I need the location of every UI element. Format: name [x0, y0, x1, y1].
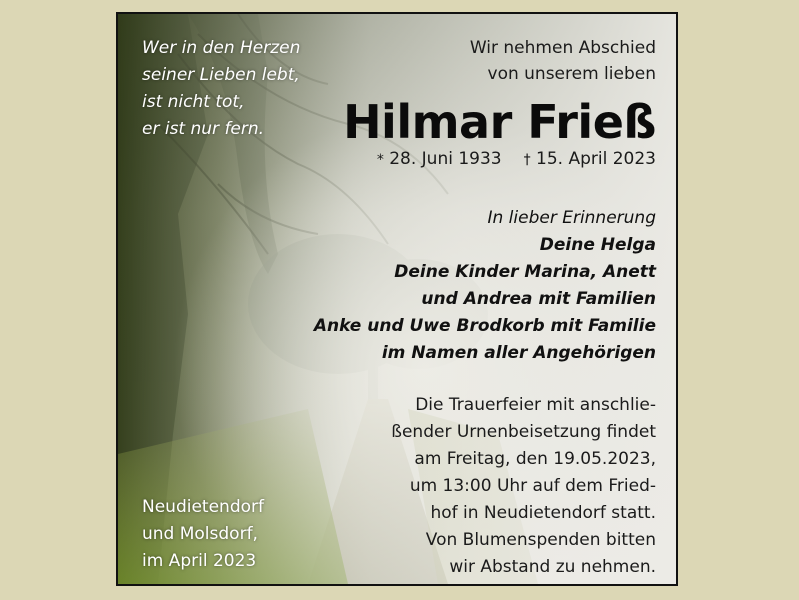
- funeral-info: [391, 392, 656, 581]
- birth-star-icon: *: [376, 152, 384, 168]
- quote-line: ist nicht tot,: [142, 92, 245, 112]
- death-date: 15. April 2023: [536, 149, 656, 169]
- info-line: Von Blumenspenden bitten: [425, 530, 656, 550]
- place-and-date: [142, 494, 264, 575]
- quote-line: Wer in den Herzen: [142, 38, 301, 58]
- mourners-block: [314, 205, 656, 367]
- memorial-quote: [142, 35, 342, 143]
- mourner-line: Deine Kinder Marina, Anett: [394, 262, 656, 282]
- life-dates: [377, 147, 656, 172]
- death-cross-icon: †: [523, 152, 531, 168]
- mourner-line: und Andrea mit Familien: [421, 289, 656, 309]
- mourner-line: Deine Helga: [539, 235, 656, 255]
- intro-line: von unserem lieben: [487, 64, 656, 84]
- memory-lead: In lieber Erinnerung: [487, 208, 656, 228]
- quote-line: seiner Lieben lebt,: [142, 65, 300, 85]
- place-line: Neudietendorf: [142, 497, 264, 517]
- quote-line: er ist nur fern.: [142, 119, 265, 139]
- birth-date: 28. Juni 1933: [389, 149, 502, 169]
- mourner-line: im Namen aller Angehörigen: [381, 343, 656, 363]
- place-line: und Molsdorf,: [142, 524, 258, 544]
- info-line: um 13:00 Uhr auf dem Fried-: [409, 476, 656, 496]
- obituary-card: [116, 12, 678, 586]
- info-line: wir Abstand zu nehmen.: [449, 557, 656, 577]
- intro-line: Wir nehmen Abschied: [469, 38, 656, 58]
- info-line: ßender Urnenbeisetzung findet: [391, 422, 656, 442]
- deceased-name: Hilmar Frieß: [343, 95, 656, 149]
- place-line: im April 2023: [142, 551, 257, 571]
- info-line: hof in Neudietendorf statt.: [430, 503, 656, 523]
- info-line: Die Trauerfeier mit anschlie-: [415, 395, 656, 415]
- info-line: am Freitag, den 19.05.2023,: [414, 449, 656, 469]
- mourner-line: Anke und Uwe Brodkorb mit Familie: [313, 316, 656, 336]
- farewell-intro: [470, 35, 656, 87]
